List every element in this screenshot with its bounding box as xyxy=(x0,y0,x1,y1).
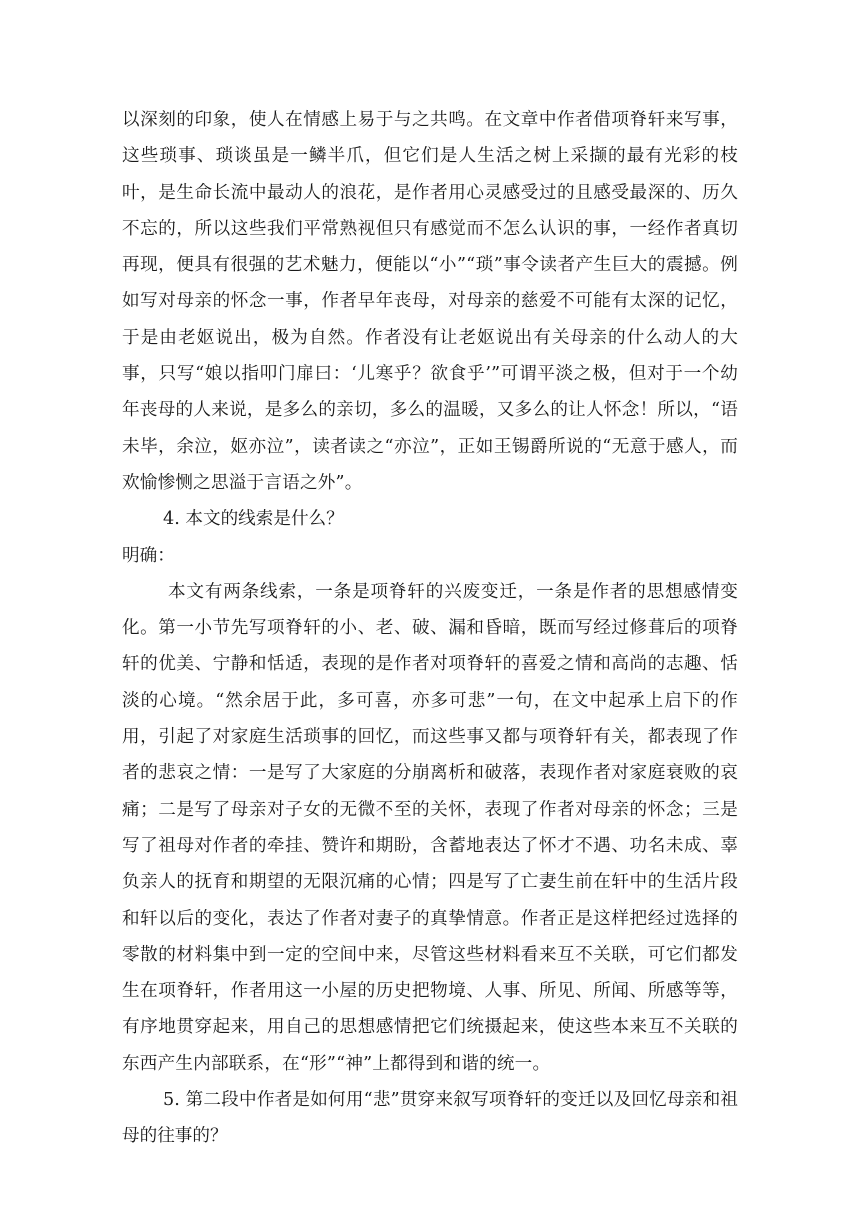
continued-paragraph: 以深刻的印象，使人在情感上易于与之共鸣。在文章中作者借项脊轩来写事，这些琐事、琐谈虽是一鳞半爪，但它们是人生活之树上采撷的最有光彩的枝叶，是生命长流中最动人的浪花，是作者用心灵感受过的且感受最深的、历久不忘的，所以这些我们平常熟视但只有感觉而不怎么认识的事，一经作者真切再现，便具有很强的艺术魅力，便能以“小”“琐”事令读者产生巨大的震撼。例如写对母亲的怀念一事，作者早年丧母，对母亲的慈爱不可能有太深的记忆，于是由老妪说出，极为自然。作者没有让老妪说出有关母亲的什么动人的大事，只写“娘以指叩门扉曰：‘儿寒乎？欲食乎’”可谓平淡之极，但对于一个幼年丧母的人来说，是多么的亲切，多么的温暖，又多么的让人怀念！所以，“语未毕，余泣，妪亦泣”，读者读之“亦泣”，正如王锡爵所说的“无意于感人，而欢愉惨恻之思溢于言语之外”。 xyxy=(122,110,738,493)
document-page xyxy=(122,102,738,1155)
answer-4-paragraph: 本文有两条线索，一条是项脊轩的兴废变迁，一条是作者的思想感情变化。第一小节先写项脊轩的小、老、破、漏和昏暗，既而写经过修葺后的项脊轩的优美、宁静和恬适，表现的是作者对项脊轩的喜爱之情和高尚的志趣、恬淡的心境。“然余居于此，多可喜，亦多可悲”一句，在文中起承上启下的作用，引起了对家庭生活琐事的回忆，而这些事又都与项脊轩有关，都表现了作者的悲哀之情：一是写了大家庭的分崩离析和破落，表现作者对家庭衰败的哀痛；二是写了母亲对子女的无微不至的关怀，表现了作者对母亲的怀念；三是写了祖母对作者的牵挂、赞许和期盼，含蓄地表达了怀才不遇、功名未成、辜负亲人的抚育和期望的无限沉痛的心情；四是写了亡妻生前在轩中的生活片段和轩以后的变化，表达了作者对妻子的真挚情意。作者正是这样把经过选择的零散的材料集中到一定的空间中来，尽管这些材料看来互不关联，可它们都发生在项脊轩，作者用这一小屋的历史把物境、人事、所见、所闻、所感等等，有序地贯穿起来，用自己的思想感情把它们统摄起来，使这些本来互不关联的东西产生内部联系，在“形”“神”上都得到和谐的统一。 xyxy=(122,581,738,1074)
question-4: 4. 本文的线索是什么？ xyxy=(163,509,344,530)
question-5: 5. 第二段中作者是如何用“悲”贯穿来叙写项脊轩的变迁以及回忆母亲和祖母的往事的？ xyxy=(122,1090,738,1147)
answer-label: 明确： xyxy=(122,545,175,566)
